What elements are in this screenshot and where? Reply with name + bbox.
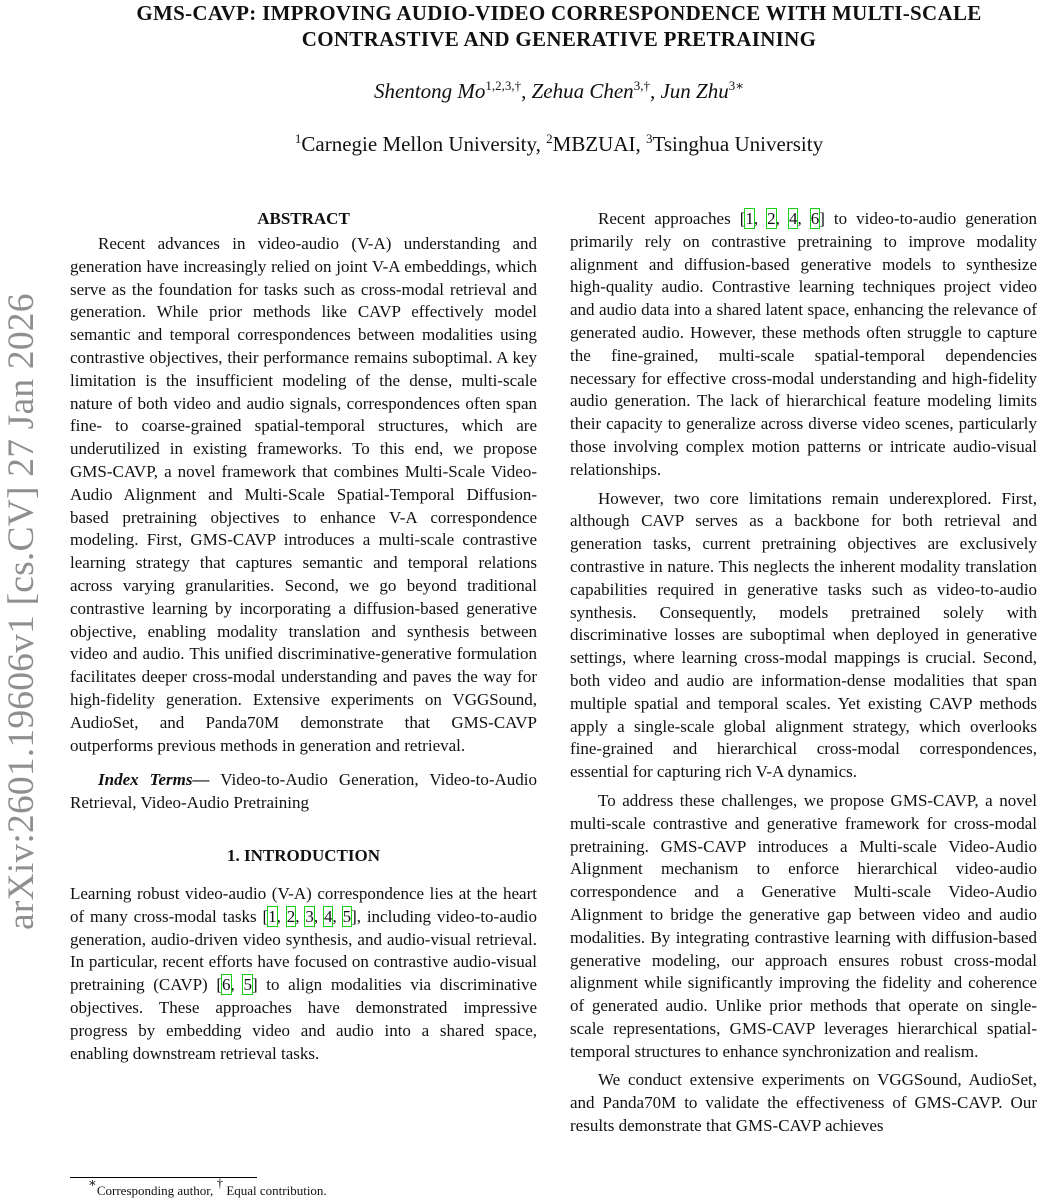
introduction-heading: 1. INTRODUCTION [226, 845, 381, 865]
affiliation-name: MBZUAI [552, 132, 636, 156]
intro-paragraph-5: We conduct extensive experiments on VGGSound, AudioSet, and Panda70M to validate the effectiveness of GMS-CAVP. Our results demonstrate that GMS-CAVP achieves [570, 1070, 1037, 1136]
arxiv-identifier [0, 230, 44, 930]
citation-separator: , [797, 209, 811, 228]
affiliation-separator: , [635, 132, 646, 156]
author-separator: , [649, 79, 661, 103]
intro-paragraph-2 [570, 208, 1037, 482]
intro-p1-text-2: ], including video-to-audio generation, audio-driven video synthesis, and audio-visual retrieval. In particular, recent efforts have focused on contrastive audio-visual pretraining (CAVP) [ [70, 906, 537, 995]
affiliation-name: Tsinghua University [652, 132, 824, 156]
intro-p2-text-2: ] to video-to-audio generation primarily rely on contrastive pretraining to improve modality alignment and diffusion-based generative models to synthesize high-quality audio. Contrastive learning techniques project video and audio data into a shared latent space, enhancing the relevance of generated audio. However, these methods often struggle to capture the fine-grained, multi-scale spatial-temporal dependencies necessary for effective cross-modal understanding and high-fidelity audio generation. The lack of hierarchical feature modeling limits their capacity to generalize across diverse video scenes, particularly those involving complex motion patterns or intricate audio-visual relationships. [570, 209, 1038, 479]
intro-paragraph-1 [70, 883, 537, 1065]
citation-separator: , [295, 906, 306, 926]
affiliation-mark: 1 [294, 131, 302, 146]
affiliation-name: Carnegie Mellon University [301, 132, 536, 156]
citation-link[interactable]: 1 [745, 209, 754, 228]
affiliation-mark: 3 [646, 131, 653, 146]
arxiv-identifier-text: arXiv:2601.19606v1 [cs.CV] 27 Jan 2026 [1, 293, 42, 930]
intro-p2-text-1: Recent approaches [ [598, 209, 746, 228]
equal-contribution-mark: † [216, 1175, 224, 1190]
citation-separator: , [313, 906, 324, 926]
footnote [70, 1175, 537, 1200]
footnote-rule [70, 1177, 257, 1178]
citation-separator: , [276, 906, 287, 926]
author-list [80, 78, 1038, 104]
citation-separator: , [775, 209, 789, 228]
citation-link[interactable]: 2 [286, 906, 296, 926]
affiliation-separator: , [535, 132, 547, 156]
left-column [70, 208, 537, 1065]
citation-link[interactable]: 6 [810, 209, 820, 228]
intro-p1-text-1: Learning robust video-audio (V-A) correspondence lies at the heart of many cross-modal tasks [ [70, 883, 537, 926]
index-terms [70, 769, 537, 815]
citation-link[interactable]: 2 [767, 209, 776, 228]
citation-separator: , [230, 975, 244, 995]
citation-link[interactable]: 5 [243, 975, 252, 995]
abstract-text: Recent advances in video-audio (V-A) understanding and generation have increasingly relied on joint V-A embeddings, which serve as the foundation for tasks such as cross-modal retrieval and generation. While prior methods like CAVP effectively model semantic and temporal correspondences between modalities using contrastive objectives, their performance remains suboptimal. A key limitation is the insufficient modeling of the dense, multi-scale nature of both video and audio signals, correspondences often span fine- to coarse-grained spatial-temporal structures, which are underutilized in existing frameworks. To this end, we propose GMS-CAVP, a novel framework that combines Multi-Scale Video-Audio Alignment and Multi-Scale Spatial-Temporal Diffusion-based pretraining objectives to enhance V-A correspondence modeling. First, GMS-CAVP introduces a multi-scale contrastive learning strategy that captures semantic and temporal relations across varying granularities. Second, we go beyond traditional contrastive learning by incorporating a diffusion-based generative objective, enabling modality translation and synthesis between video and audio. This unified discriminative-generative formulation facilitates deeper cross-modal understanding and paves the way for high-fidelity generation. Extensive experiments on VGGSound, AudioSet, and Panda70M demonstrate that GMS-CAVP outperforms previous methods in generation and retrieval. [70, 234, 537, 755]
citation-separator: , [753, 209, 768, 228]
author-affiliation-mark: 3,† [633, 78, 650, 93]
paper-title [80, 0, 1038, 52]
author-affiliation-mark: 3∗ [728, 78, 745, 93]
citation-link[interactable]: 4 [323, 906, 333, 926]
paper-title-line-1: GMS-CAVP: IMPROVING AUDIO-VIDEO CORRESPONDENCE WITH MULTI-SCALE [136, 1, 982, 25]
author-separator: , [521, 79, 532, 103]
author-name: Zehua Chen [531, 79, 634, 103]
abstract-heading: ABSTRACT [257, 209, 350, 228]
equal-contribution-text: Equal contribution. [223, 1183, 327, 1198]
index-terms-label: Index Terms— [98, 770, 210, 790]
affiliation-mark: 2 [546, 131, 553, 146]
author-affiliation-mark: 1,2,3,† [485, 78, 522, 93]
citation-link[interactable]: 4 [788, 209, 798, 228]
affiliation-list [80, 131, 1038, 157]
intro-paragraph-3: However, two core limitations remain underexplored. First, although CAVP serves as a backbone for both retrieval and generation tasks, current pretraining objectives are exclusively contrastive in nature. This neglects the inherent modality translation capabilities required in generative tasks such as video-to-audio synthesis. Consequently, models pretrained solely with discriminative losses are suboptimal when deployed in generative settings, where learning cross-modal mappings is crucial. Second, both video and audio are information-dense modalities that span multiple spatial and temporal scales. Yet existing CAVP methods apply a single-scale global alignment strategy, which overlooks fine-grained and hierarchical cross-modal correspondences, essential for capturing rich V-A dynamics. [570, 488, 1037, 782]
right-column [570, 208, 1037, 1138]
citation-link[interactable]: 5 [342, 906, 352, 926]
author-name: Jun Zhu [660, 79, 729, 103]
intro-paragraph-4: To address these challenges, we propose GMS-CAVP, a novel multi-scale contrastive and generative framework for cross-modal pretraining. GMS-CAVP introduces a Multi-scale Video-Audio Alignment mechanism to enforce hierarchical video-audio correspondence and a Generative Multi-scale Video-Audio Alignment to bridge the generative gap between video and audio modalities. By integrating contrastive learning with diffusion-based generative modeling, our approach ensures robust cross-modal alignment while significantly improving the fidelity and coherence of generated audio. Unlike prior methods that operate on single-scale representations, GMS-CAVP leverages hierarchical spatial-temporal structures to enhance synchronization and realism. [570, 790, 1037, 1061]
corresponding-mark: ∗ [88, 1175, 97, 1190]
paper-title-line-2: CONTRASTIVE AND GENERATIVE PRETRAINING [301, 27, 817, 51]
author-name: Shentong Mo [373, 79, 486, 103]
citation-link[interactable]: 6 [222, 975, 231, 995]
intro-p1-text-3: ] to align modalities via discriminative objectives. These approaches have demonstrated impressive progress by embedding video and audio into a shared space, enabling downstream retrieval tasks. [70, 975, 537, 1063]
corresponding-text: Corresponding author, [96, 1183, 217, 1198]
index-terms-text: Video-to-Audio Generation, Video-to-Audio Retrieval, Video-Audio Pretraining [70, 770, 537, 813]
citation-link[interactable]: 1 [268, 906, 277, 926]
citation-separator: , [332, 906, 343, 926]
citation-link[interactable]: 3 [305, 906, 314, 926]
